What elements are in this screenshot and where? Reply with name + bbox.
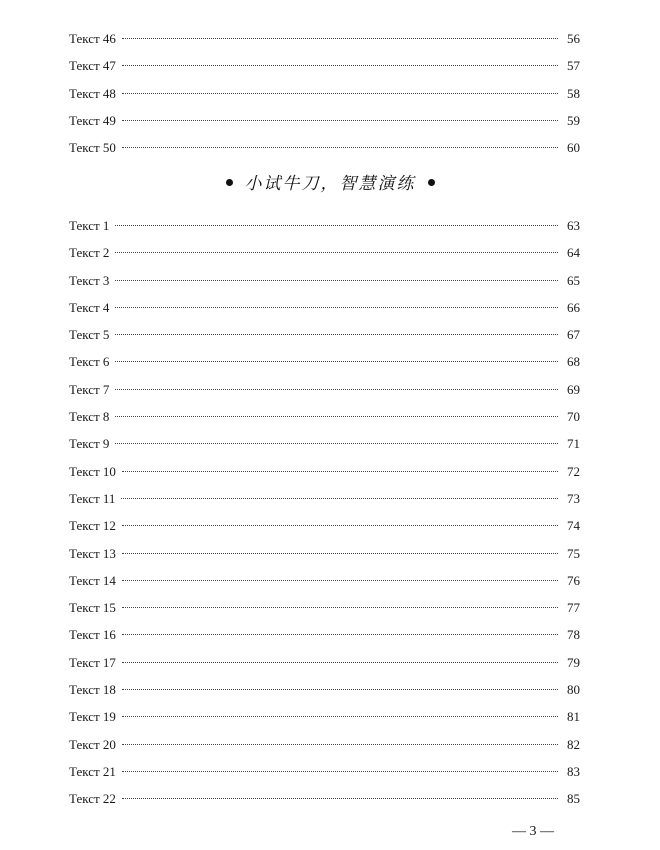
toc-entry-page: 64 <box>567 245 580 261</box>
toc-entry[interactable] <box>69 294 580 321</box>
dot-leader <box>122 147 558 148</box>
dot-leader <box>122 798 558 799</box>
toc-entry[interactable] <box>69 512 580 539</box>
dot-leader <box>115 416 558 417</box>
toc-entry-page: 80 <box>567 682 580 698</box>
toc-entry[interactable] <box>69 403 580 430</box>
page-number: — 3 — <box>512 824 554 839</box>
dot-leader <box>121 498 558 499</box>
toc-entry-page: 81 <box>567 709 580 725</box>
toc-entry[interactable] <box>69 212 580 239</box>
dot-leader <box>115 443 558 444</box>
dot-leader <box>122 120 558 121</box>
section-heading-text: 小试牛刀，智慧演练 <box>244 174 416 194</box>
toc-entry-label: Текст 50 <box>69 140 116 156</box>
toc-entry-page: 79 <box>567 654 580 670</box>
dot-leader <box>115 252 558 253</box>
toc-entry-label: Текст 2 <box>69 245 110 261</box>
toc-entry-label: Текст 17 <box>69 654 116 670</box>
dot-leader <box>122 93 558 94</box>
toc-entry-label: Текст 4 <box>69 299 110 315</box>
toc-entry-page: 60 <box>567 140 580 156</box>
toc-entry[interactable] <box>69 239 580 266</box>
toc-entry[interactable] <box>69 703 580 730</box>
dot-leader <box>122 607 558 608</box>
dot-leader <box>115 389 558 390</box>
toc-entry-label: Текст 10 <box>69 463 116 479</box>
section-heading <box>0 170 660 198</box>
toc-entry-label: Текст 21 <box>69 763 116 779</box>
toc-entry-label: Текст 19 <box>69 709 116 725</box>
bullet-right-icon <box>428 179 435 186</box>
dot-leader <box>115 361 558 362</box>
dot-leader <box>122 634 558 635</box>
dot-leader <box>122 662 558 663</box>
toc-entry-page: 71 <box>567 436 580 452</box>
dot-leader <box>115 307 558 308</box>
toc-entry-page: 70 <box>567 409 580 425</box>
toc-entry[interactable] <box>69 348 580 375</box>
dot-leader <box>122 716 558 717</box>
dot-leader <box>122 744 558 745</box>
toc-entry-page: 73 <box>567 490 580 506</box>
dot-leader <box>122 65 558 66</box>
toc-entry-label: Текст 18 <box>69 682 116 698</box>
dot-leader <box>122 471 558 472</box>
toc-entry-label: Текст 9 <box>69 436 110 452</box>
toc-entry-page: 75 <box>567 545 580 561</box>
toc-entry-label: Текст 8 <box>69 409 110 425</box>
toc-entry[interactable] <box>69 594 580 621</box>
toc-entry[interactable] <box>69 458 580 485</box>
toc-entry-page: 66 <box>567 299 580 315</box>
toc-entry[interactable] <box>69 676 580 703</box>
toc-entry-page: 58 <box>567 85 580 101</box>
dot-leader <box>122 580 558 581</box>
toc-entry-page: 78 <box>567 627 580 643</box>
toc-entry[interactable] <box>69 485 580 512</box>
toc-entry[interactable] <box>69 52 580 79</box>
toc-entry[interactable] <box>69 376 580 403</box>
toc-entry[interactable] <box>69 134 580 161</box>
toc-entry-label: Текст 16 <box>69 627 116 643</box>
toc-entry-label: Текст 15 <box>69 600 116 616</box>
toc-entry-label: Текст 3 <box>69 272 110 288</box>
dot-leader <box>122 771 558 772</box>
toc-entry-page: 69 <box>567 381 580 397</box>
toc-entry-page: 83 <box>567 763 580 779</box>
toc-entry-page: 65 <box>567 272 580 288</box>
toc-entry-label: Текст 7 <box>69 381 110 397</box>
toc-entry-page: 74 <box>567 518 580 534</box>
toc-entry-label: Текст 49 <box>69 112 116 128</box>
toc-entry[interactable] <box>69 758 580 785</box>
toc-entry-label: Текст 47 <box>69 58 116 74</box>
toc-entry-page: 72 <box>567 463 580 479</box>
dot-leader <box>115 334 558 335</box>
toc-entry-page: 85 <box>567 791 580 807</box>
toc-list-bottom <box>69 212 580 813</box>
toc-entry[interactable] <box>69 267 580 294</box>
toc-entry-page: 56 <box>567 31 580 46</box>
toc-entry[interactable] <box>69 785 580 812</box>
dot-leader <box>122 525 558 526</box>
toc-list-top <box>69 25 580 161</box>
toc-entry-label: Текст 1 <box>69 218 110 233</box>
toc-entry[interactable] <box>69 567 580 594</box>
toc-entry-label: Текст 6 <box>69 354 110 370</box>
toc-entry[interactable] <box>69 731 580 758</box>
toc-entry[interactable] <box>69 649 580 676</box>
toc-entry-page: 63 <box>567 218 580 233</box>
toc-entry[interactable] <box>69 621 580 648</box>
toc-entry[interactable] <box>69 540 580 567</box>
toc-entry-page: 67 <box>567 327 580 343</box>
toc-entry-page: 57 <box>567 58 580 74</box>
toc-entry[interactable] <box>69 430 580 457</box>
toc-entry-page: 82 <box>567 736 580 752</box>
toc-entry-page: 76 <box>567 572 580 588</box>
toc-entry-page: 68 <box>567 354 580 370</box>
toc-entry-label: Текст 22 <box>69 791 116 807</box>
toc-entry[interactable] <box>69 80 580 107</box>
toc-entry-label: Текст 13 <box>69 545 116 561</box>
toc-entry-label: Текст 14 <box>69 572 116 588</box>
toc-entry-page: 59 <box>567 112 580 128</box>
toc-entry-label: Текст 46 <box>69 31 116 46</box>
dot-leader <box>115 225 558 226</box>
dot-leader <box>122 38 558 39</box>
dot-leader <box>122 553 558 554</box>
toc-entry-page: 77 <box>567 600 580 616</box>
dot-leader <box>122 689 558 690</box>
toc-entry-label: Текст 48 <box>69 85 116 101</box>
toc-entry[interactable] <box>69 25 580 52</box>
toc-entry-label: Текст 11 <box>69 490 116 506</box>
toc-entry-label: Текст 12 <box>69 518 116 534</box>
dot-leader <box>115 280 558 281</box>
bullet-left-icon <box>226 179 233 186</box>
toc-entry[interactable] <box>69 107 580 134</box>
toc-entry-label: Текст 5 <box>69 327 110 343</box>
toc-entry-label: Текст 20 <box>69 736 116 752</box>
toc-entry[interactable] <box>69 321 580 348</box>
